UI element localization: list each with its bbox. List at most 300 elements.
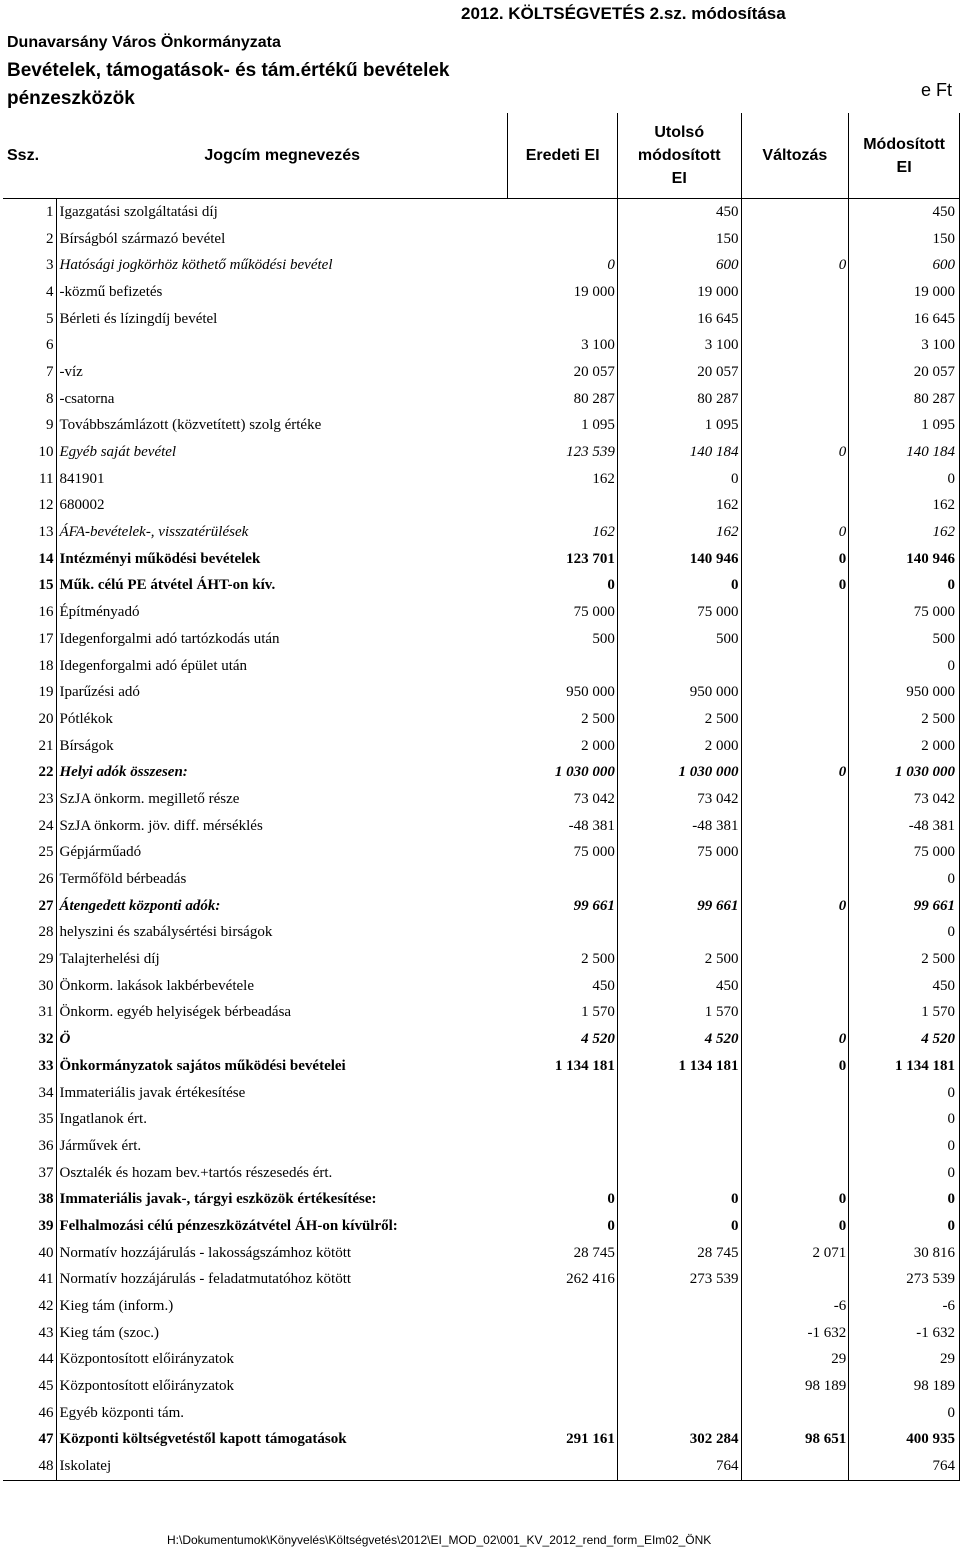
- row-number: 4: [45, 283, 54, 300]
- row-original: 291 161: [508, 1427, 617, 1454]
- row-number: 25: [38, 844, 54, 861]
- row-description: Hatósági jogkörhöz köthető működési bevétel: [57, 252, 508, 279]
- row-original: 4 520: [508, 1026, 617, 1053]
- table-row: [3, 679, 960, 706]
- row-last-modified: 4 520: [617, 1026, 741, 1053]
- row-modified: 80 287: [849, 386, 960, 413]
- table-row: [3, 786, 960, 813]
- row-change: 98 189: [741, 1373, 849, 1400]
- table-row: [3, 1000, 960, 1027]
- row-description: Termőföld bérbeadás: [57, 866, 508, 893]
- row-number: 18: [38, 657, 54, 674]
- row-change: [741, 1160, 849, 1187]
- row-change: [741, 706, 849, 733]
- row-last-modified: 0: [617, 573, 741, 600]
- row-description: Igazgatási szolgáltatási díj: [57, 199, 508, 226]
- table-row: [3, 1320, 960, 1347]
- row-number: 15: [38, 577, 54, 594]
- row-description: Gépjárműadó: [57, 840, 508, 867]
- row-change: [741, 1267, 849, 1294]
- row-change: [741, 653, 849, 680]
- row-number: 7: [45, 363, 54, 380]
- row-change: [741, 1400, 849, 1427]
- row-change: [741, 733, 849, 760]
- row-change: 0: [741, 439, 849, 466]
- row-number: 13: [38, 524, 54, 541]
- row-last-modified: 75 000: [617, 840, 741, 867]
- row-original: [508, 1133, 617, 1160]
- row-modified: 0: [849, 1400, 960, 1427]
- row-original: 1 095: [508, 413, 617, 440]
- row-change: [741, 413, 849, 440]
- row-modified: 140 184: [849, 439, 960, 466]
- table-row: [3, 1080, 960, 1107]
- row-original: 75 000: [508, 840, 617, 867]
- row-number: 31: [38, 1004, 54, 1021]
- row-original: [508, 1320, 617, 1347]
- row-change: [741, 679, 849, 706]
- row-number: 16: [38, 604, 54, 621]
- row-modified: 1 134 181: [849, 1053, 960, 1080]
- row-original: [508, 493, 617, 520]
- row-modified: 2 500: [849, 706, 960, 733]
- row-change: [741, 466, 849, 493]
- row-number: 9: [45, 417, 54, 434]
- row-description: ÁFA-bevételek-, visszatérülések: [57, 519, 508, 546]
- table-row: [3, 1213, 960, 1240]
- row-change: -6: [741, 1293, 849, 1320]
- table-header-row: [3, 113, 960, 199]
- row-original: 162: [508, 466, 617, 493]
- row-number: 5: [45, 310, 54, 327]
- file-path-footer: H:\Dokumentumok\Könyvelés\Költségvetés\2012\EI_MOD_02\001_KV_2012_rend_form_EIm02_ÖNK: [167, 1533, 712, 1547]
- row-original: 123 701: [508, 546, 617, 573]
- row-last-modified: [617, 1320, 741, 1347]
- row-last-modified: 0: [617, 1213, 741, 1240]
- row-change: [741, 599, 849, 626]
- table-row: [3, 1267, 960, 1294]
- row-original: 0: [508, 573, 617, 600]
- table-row: [3, 893, 960, 920]
- row-original: [508, 1373, 617, 1400]
- row-modified: 20 057: [849, 359, 960, 386]
- row-description: Bírságból származó bevétel: [57, 226, 508, 253]
- column-header-last-modified: Utolsó módosított EI: [617, 113, 741, 199]
- table-row: [3, 359, 960, 386]
- row-original: 19 000: [508, 279, 617, 306]
- table-row: [3, 279, 960, 306]
- row-number: 40: [38, 1244, 54, 1261]
- row-last-modified: 20 057: [617, 359, 741, 386]
- table-row: [3, 813, 960, 840]
- row-number: 28: [38, 924, 54, 941]
- row-change: [741, 1106, 849, 1133]
- column-header-name: Jogcím megnevezés: [204, 147, 361, 164]
- row-modified: 0: [849, 1106, 960, 1133]
- row-modified: 0: [849, 866, 960, 893]
- row-original: 2 000: [508, 733, 617, 760]
- row-change: 0: [741, 1213, 849, 1240]
- row-number: 11: [39, 470, 54, 487]
- row-modified: 500: [849, 626, 960, 653]
- table-row: [3, 1133, 960, 1160]
- row-last-modified: [617, 653, 741, 680]
- row-original: 73 042: [508, 786, 617, 813]
- row-description: 680002: [57, 493, 508, 520]
- row-change: 0: [741, 519, 849, 546]
- row-change: 0: [741, 546, 849, 573]
- table-row: [3, 226, 960, 253]
- row-original: 0: [508, 1186, 617, 1213]
- table-row: [3, 653, 960, 680]
- table-body: [3, 199, 960, 1481]
- row-number: 45: [38, 1378, 54, 1395]
- row-last-modified: 2 500: [617, 946, 741, 973]
- row-modified: 140 946: [849, 546, 960, 573]
- row-last-modified: [617, 1160, 741, 1187]
- table-row: [3, 1053, 960, 1080]
- table-row: [3, 1453, 960, 1480]
- row-modified: 0: [849, 1186, 960, 1213]
- row-modified: 29: [849, 1347, 960, 1374]
- table-row: [3, 466, 960, 493]
- row-last-modified: [617, 1106, 741, 1133]
- table-row: [3, 840, 960, 867]
- row-last-modified: 273 539: [617, 1267, 741, 1294]
- row-change: -1 632: [741, 1320, 849, 1347]
- row-change: 29: [741, 1347, 849, 1374]
- row-description: Egyéb saját bevétel: [57, 439, 508, 466]
- row-original: 0: [508, 1213, 617, 1240]
- table-row: [3, 386, 960, 413]
- row-modified: 450: [849, 199, 960, 226]
- row-modified: 73 042: [849, 786, 960, 813]
- row-description: Központosított előirányzatok: [57, 1347, 508, 1374]
- row-modified: 600: [849, 252, 960, 279]
- table-row: [3, 439, 960, 466]
- row-number: 10: [38, 444, 54, 461]
- row-description: Felhalmozási célú pénzeszközátvétel ÁH-on kívülről:: [57, 1213, 508, 1240]
- table-row: [3, 199, 960, 226]
- row-description: Átengedett központi adók:: [57, 893, 508, 920]
- row-description: Önkormányzatok sajátos működési bevételei: [57, 1053, 508, 1080]
- row-number: 38: [38, 1191, 54, 1208]
- row-modified: 162: [849, 519, 960, 546]
- row-last-modified: 75 000: [617, 599, 741, 626]
- row-description: -csatorna: [57, 386, 508, 413]
- row-description: Önkorm. lakások lakbérbevétele: [57, 973, 508, 1000]
- row-change: [741, 306, 849, 333]
- row-description: Normatív hozzájárulás - feladatmutatóhoz kötött: [57, 1267, 508, 1294]
- row-number: 35: [38, 1111, 54, 1128]
- row-modified: -6: [849, 1293, 960, 1320]
- row-change: [741, 973, 849, 1000]
- row-description: Ö: [57, 1026, 508, 1053]
- row-description: -víz: [57, 359, 508, 386]
- row-modified: 0: [849, 653, 960, 680]
- row-change: [741, 786, 849, 813]
- table-row: [3, 626, 960, 653]
- row-change: [741, 920, 849, 947]
- row-modified: 30 816: [849, 1240, 960, 1267]
- row-number: 2: [45, 230, 54, 247]
- row-last-modified: [617, 1080, 741, 1107]
- row-modified: 0: [849, 1080, 960, 1107]
- row-number: 44: [38, 1351, 54, 1368]
- row-modified: 75 000: [849, 840, 960, 867]
- row-original: 950 000: [508, 679, 617, 706]
- row-original: [508, 1347, 617, 1374]
- row-description: Kieg tám (inform.): [57, 1293, 508, 1320]
- row-number: 17: [38, 630, 54, 647]
- table-row: [3, 946, 960, 973]
- row-last-modified: [617, 920, 741, 947]
- row-number: 47: [38, 1431, 54, 1448]
- row-original: -48 381: [508, 813, 617, 840]
- row-description: Bírságok: [57, 733, 508, 760]
- row-description: Műk. célú PE átvétel ÁHT-on kív.: [57, 573, 508, 600]
- row-original: [508, 306, 617, 333]
- row-original: 2 500: [508, 706, 617, 733]
- row-change: 0: [741, 1186, 849, 1213]
- row-description: Ingatlanok ért.: [57, 1106, 508, 1133]
- row-number: 36: [38, 1137, 54, 1154]
- row-last-modified: 73 042: [617, 786, 741, 813]
- row-modified: 2 500: [849, 946, 960, 973]
- row-original: [508, 866, 617, 893]
- row-original: 99 661: [508, 893, 617, 920]
- row-last-modified: 0: [617, 466, 741, 493]
- row-last-modified: 162: [617, 519, 741, 546]
- row-last-modified: 150: [617, 226, 741, 253]
- row-number: 30: [38, 977, 54, 994]
- column-header-number: Ssz.: [7, 147, 40, 164]
- row-description: Önkorm. egyéb helyiségek bérbeadása: [57, 1000, 508, 1027]
- row-modified: 4 520: [849, 1026, 960, 1053]
- row-last-modified: 28 745: [617, 1240, 741, 1267]
- row-original: [508, 1400, 617, 1427]
- table-row: [3, 866, 960, 893]
- row-last-modified: [617, 1347, 741, 1374]
- row-original: 162: [508, 519, 617, 546]
- table-row: [3, 493, 960, 520]
- row-description: Egyéb központi tám.: [57, 1400, 508, 1427]
- row-modified: -1 632: [849, 1320, 960, 1347]
- row-modified: 0: [849, 1160, 960, 1187]
- row-description: Talajterhelési díj: [57, 946, 508, 973]
- row-description: [57, 332, 508, 359]
- currency-unit: e Ft: [920, 80, 952, 100]
- row-change: [741, 1080, 849, 1107]
- row-change: [741, 386, 849, 413]
- row-change: [741, 279, 849, 306]
- row-modified: 150: [849, 226, 960, 253]
- table-row: [3, 1026, 960, 1053]
- row-last-modified: 1 095: [617, 413, 741, 440]
- row-original: [508, 199, 617, 226]
- row-original: [508, 1080, 617, 1107]
- row-original: [508, 226, 617, 253]
- row-number: 20: [38, 710, 54, 727]
- row-original: 80 287: [508, 386, 617, 413]
- row-number: 19: [38, 684, 54, 701]
- row-number: 33: [38, 1057, 54, 1074]
- row-description: Intézményi működési bevételek: [57, 546, 508, 573]
- row-modified: 98 189: [849, 1373, 960, 1400]
- row-last-modified: 500: [617, 626, 741, 653]
- row-original: 450: [508, 973, 617, 1000]
- row-modified: -48 381: [849, 813, 960, 840]
- row-description: Központosított előirányzatok: [57, 1373, 508, 1400]
- table-row: [3, 1160, 960, 1187]
- column-header-modified: Módosított EI: [849, 113, 960, 199]
- row-original: [508, 1293, 617, 1320]
- row-number: 41: [38, 1271, 54, 1288]
- row-description: Idegenforgalmi adó tartózkodás után: [57, 626, 508, 653]
- row-change: 0: [741, 893, 849, 920]
- row-last-modified: 3 100: [617, 332, 741, 359]
- row-change: [741, 813, 849, 840]
- table-row: [3, 252, 960, 279]
- row-modified: 950 000: [849, 679, 960, 706]
- row-number: 37: [38, 1164, 54, 1181]
- table-row: [3, 573, 960, 600]
- row-original: 1 030 000: [508, 759, 617, 786]
- table-row: [3, 706, 960, 733]
- row-number: 29: [38, 951, 54, 968]
- table-row: [3, 332, 960, 359]
- row-last-modified: 450: [617, 199, 741, 226]
- row-number: 23: [38, 790, 54, 807]
- row-number: 8: [45, 390, 54, 407]
- row-original: 0: [508, 252, 617, 279]
- table-row: [3, 546, 960, 573]
- row-description: Pótlékok: [57, 706, 508, 733]
- row-change: 0: [741, 1026, 849, 1053]
- row-modified: 450: [849, 973, 960, 1000]
- row-change: [741, 226, 849, 253]
- subtitle-line-1: Bevételek, támogatások- és tám.értékű bevételek: [7, 60, 450, 81]
- row-modified: 3 100: [849, 332, 960, 359]
- row-description: Helyi adók összesen:: [57, 759, 508, 786]
- row-last-modified: 19 000: [617, 279, 741, 306]
- row-change: [741, 946, 849, 973]
- row-description: -közmű befizetés: [57, 279, 508, 306]
- organization-name: Dunavarsány Város Önkormányzata: [7, 34, 281, 51]
- row-change: [741, 1000, 849, 1027]
- table-row: [3, 1427, 960, 1454]
- row-original: [508, 1160, 617, 1187]
- row-last-modified: 1 134 181: [617, 1053, 741, 1080]
- row-modified: 19 000: [849, 279, 960, 306]
- row-last-modified: 2 500: [617, 706, 741, 733]
- table-row: [3, 759, 960, 786]
- row-last-modified: 2 000: [617, 733, 741, 760]
- row-modified: 400 935: [849, 1427, 960, 1454]
- row-description: Továbbszámlázott (közvetített) szolg értéke: [57, 413, 508, 440]
- row-last-modified: 80 287: [617, 386, 741, 413]
- table-row: [3, 519, 960, 546]
- row-last-modified: [617, 1293, 741, 1320]
- row-last-modified: 950 000: [617, 679, 741, 706]
- row-modified: 99 661: [849, 893, 960, 920]
- row-change: [741, 626, 849, 653]
- row-number: 27: [38, 897, 54, 914]
- row-change: [741, 840, 849, 867]
- subtitle-line-2: pénzeszközök: [7, 88, 135, 109]
- row-last-modified: [617, 1373, 741, 1400]
- row-number: 39: [38, 1217, 54, 1234]
- row-last-modified: 16 645: [617, 306, 741, 333]
- row-description: SzJA önkorm. megillető része: [57, 786, 508, 813]
- row-number: 42: [38, 1298, 54, 1315]
- row-original: 1 134 181: [508, 1053, 617, 1080]
- row-last-modified: [617, 866, 741, 893]
- row-change: [741, 359, 849, 386]
- row-description: Normatív hozzájárulás - lakosságszámhoz kötött: [57, 1240, 508, 1267]
- row-modified: 273 539: [849, 1267, 960, 1294]
- row-change: [741, 493, 849, 520]
- row-change: [741, 1453, 849, 1480]
- row-modified: 2 000: [849, 733, 960, 760]
- row-last-modified: 302 284: [617, 1427, 741, 1454]
- row-last-modified: 1 030 000: [617, 759, 741, 786]
- row-original: 2 500: [508, 946, 617, 973]
- row-last-modified: 140 946: [617, 546, 741, 573]
- row-modified: 0: [849, 573, 960, 600]
- table-row: [3, 1240, 960, 1267]
- row-modified: 0: [849, 466, 960, 493]
- row-number: 14: [38, 550, 54, 567]
- row-modified: 162: [849, 493, 960, 520]
- row-original: [508, 653, 617, 680]
- row-description: Immateriális javak értékesítése: [57, 1080, 508, 1107]
- row-change: [741, 1133, 849, 1160]
- row-number: 3: [45, 257, 54, 274]
- row-description: helyszini és szabálysértési birságok: [57, 920, 508, 947]
- row-last-modified: [617, 1400, 741, 1427]
- table-row: [3, 920, 960, 947]
- row-change: [741, 866, 849, 893]
- row-modified: 0: [849, 1133, 960, 1160]
- row-last-modified: 99 661: [617, 893, 741, 920]
- table-row: [3, 599, 960, 626]
- row-original: [508, 920, 617, 947]
- row-description: Idegenforgalmi adó épület után: [57, 653, 508, 680]
- table-row: [3, 1400, 960, 1427]
- row-change: 0: [741, 573, 849, 600]
- row-modified: 16 645: [849, 306, 960, 333]
- row-original: 3 100: [508, 332, 617, 359]
- row-change: 98 651: [741, 1427, 849, 1454]
- row-last-modified: 764: [617, 1453, 741, 1480]
- row-change: 0: [741, 759, 849, 786]
- row-number: 22: [38, 764, 54, 781]
- row-original: 75 000: [508, 599, 617, 626]
- row-modified: 764: [849, 1453, 960, 1480]
- row-description: Osztalék és hozam bev.+tartós részesedés ért.: [57, 1160, 508, 1187]
- row-last-modified: 162: [617, 493, 741, 520]
- row-last-modified: -48 381: [617, 813, 741, 840]
- document-title: 2012. KÖLTSÉGVETÉS 2.sz. módosítása: [461, 4, 786, 23]
- row-last-modified: [617, 1133, 741, 1160]
- budget-table: [3, 113, 960, 1481]
- row-number: 6: [45, 337, 54, 354]
- table-row: [3, 733, 960, 760]
- row-modified: 75 000: [849, 599, 960, 626]
- row-change: 2 071: [741, 1240, 849, 1267]
- row-description: Iparűzési adó: [57, 679, 508, 706]
